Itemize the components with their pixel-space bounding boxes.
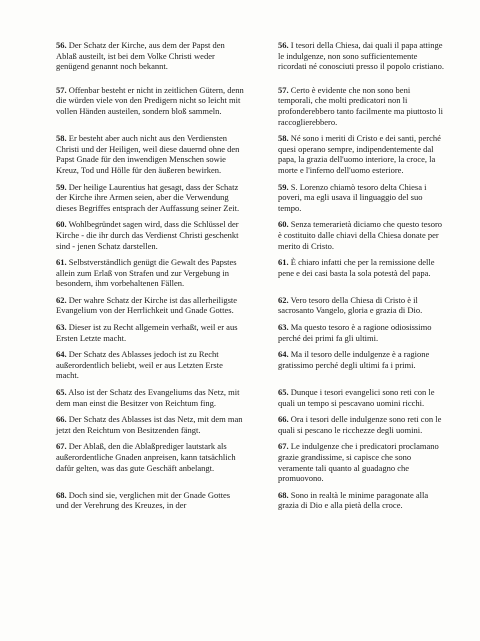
thesis-number: 68. (278, 489, 289, 500)
thesis-number: 66. (56, 414, 67, 425)
thesis-number: 58. (278, 133, 289, 144)
thesis-row-62 (56, 295, 446, 316)
thesis-text-it: Senza temerarietà diciamo che questo tesoro è costituito dalle chiavi della Chiesa donate per merito di Cristo. (278, 219, 443, 251)
thesis-row-59 (56, 182, 446, 214)
thesis-text-it: Ora i tesori delle indulgenze sono reti con le quali si pescano le ricchezze degli uomini. (278, 414, 442, 435)
german-text (56, 414, 244, 435)
german-text (56, 40, 244, 72)
italian-text (278, 182, 446, 214)
thesis-number: 56. (278, 40, 289, 50)
thesis-text-it: Ma questo tesoro è a ragione odiosissimo perché dei primi fa gli ultimi. (278, 322, 432, 343)
thesis-text-it: Certo è evidente che non sono beni temporali, che molti predicatori non li profonderebbero tanto facilmente ma piuttosto li raccoglierebbero. (278, 84, 443, 127)
thesis-number: 60. (278, 219, 289, 230)
thesis-text-de: Doch sind sie, verglichen mit der Gnade Gottes und der Verehrung des Kreuzes, in der (56, 489, 231, 511)
thesis-text-it: Ma il tesoro delle indulgenze è a ragione gratissimo perché degli ultimi fa i primi. (278, 349, 430, 370)
thesis-number: 65. (56, 387, 67, 398)
thesis-row-57 (56, 85, 446, 127)
thesis-text-it: Sono in realtà le minime paragonate alla grazia di Dio e alla pietà della croce. (278, 489, 429, 511)
thesis-number: 67. (56, 441, 67, 452)
thesis-text-de: Der Schatz des Ablasses ist das Netz, mit dem man jetzt den Reichtum von Besitzenden fängt. (56, 414, 243, 435)
italian-text (278, 295, 446, 316)
thesis-row-58 (56, 133, 446, 175)
thesis-number: 57. (56, 84, 67, 95)
german-text (56, 182, 244, 214)
thesis-number: 62. (278, 294, 289, 305)
thesis-text-de: Der wahre Schatz der Kirche ist das allerheiligste Evangelium von der Herrlichkeit und Gnade Gottes. (56, 294, 238, 316)
german-text (56, 295, 244, 316)
thesis-text-it: Dunque i tesori evangelici sono reti con le quali un tempo si pescavano uomini ricchi. (278, 387, 435, 408)
thesis-row-56 (56, 40, 446, 72)
italian-text (278, 349, 446, 381)
german-text (56, 490, 244, 511)
thesis-text-it: Vero tesoro della Chiesa di Cristo è il sacrosanto Vangelo, gloria e grazia di Dio. (278, 294, 423, 316)
thesis-row-66 (56, 414, 446, 435)
thesis-row-65 (56, 387, 446, 408)
italian-text (278, 85, 446, 127)
thesis-number: 58. (56, 133, 67, 144)
thesis-text-de: Also ist der Schatz des Evangeliums das Netz, mit dem man einst die Besitzer von Reichtum fing. (56, 387, 240, 408)
german-text (56, 133, 244, 175)
italian-text (278, 133, 446, 175)
thesis-row-68 (56, 490, 446, 511)
italian-text (278, 387, 446, 408)
thesis-text-de: Der heilige Laurentius hat gesagt, dass der Schatz der Kirche ihre Armen seien, aber die Verwendung dieses Begriffes entsprach der Auffassung seiner Zeit. (56, 181, 240, 213)
thesis-number: 63. (278, 322, 289, 333)
german-text (56, 387, 244, 408)
thesis-number: 61. (56, 257, 67, 268)
thesis-text-de: Der Ablaß, den die Ablaßprediger lautstark als außerordentliche Gnaden anpreisen, kann tatsächlich dafür gelten, was das gute Geschäft anbelangt. (56, 441, 236, 473)
german-text (56, 322, 244, 343)
thesis-text-de: Dieser ist zu Recht allgemein verhaßt, weil er aus Ersten Letzte macht. (56, 322, 238, 343)
thesis-text-de: Er besteht aber auch nicht aus den Verdiensten Christi und der Heiligen, weil diese dauernd ohne den Papst Gnade für den inwendigen Menschen sowie Kreuz, Tod und Hölle für den äußeren bewirken. (56, 133, 240, 175)
thesis-text-it: I tesori della Chiesa, dai quali il papa attinge le indulgenze, non sono sufficientemente ricordati né conosciuti presso il popolo cristiano. (278, 40, 444, 72)
thesis-number: 67. (278, 441, 289, 452)
thesis-row-63 (56, 322, 446, 343)
italian-text (278, 414, 446, 435)
thesis-number: 68. (56, 489, 67, 500)
thesis-text-de: Der Schatz des Ablasses jedoch ist zu Recht außerordentlich beliebt, weil er aus Letzten Erste macht. (56, 349, 223, 381)
thesis-number: 61. (278, 257, 289, 268)
german-text (56, 441, 244, 483)
thesis-row-67 (56, 441, 446, 483)
thesis-number: 59. (56, 181, 67, 192)
thesis-number: 62. (56, 294, 67, 305)
italian-text (278, 441, 446, 483)
thesis-number: 64. (56, 349, 67, 360)
german-text (56, 85, 244, 127)
thesis-text-it: Né sono i meriti di Cristo e dei santi, perché quesi operano sempre, indipendentemente dal papa, la grazia dell'uomo interiore, la croce, la morte e l'inferno dell'uomo esteriore. (278, 133, 441, 175)
thesis-number: 57. (278, 84, 289, 95)
german-text (56, 257, 244, 289)
thesis-row-60 (56, 219, 446, 251)
thesis-row-64 (56, 349, 446, 381)
italian-text (278, 322, 446, 343)
italian-text (278, 40, 446, 72)
thesis-number: 59. (278, 181, 289, 192)
italian-text (278, 490, 446, 511)
thesis-text-de: Wohlbegründet sagen wird, dass die Schlüssel der Kirche - die ihr durch das Verdienst Christi geschenkt sind - jenen Schatz darstellen. (56, 219, 239, 251)
thesis-number: 64. (278, 349, 289, 360)
thesis-text-de: Der Schatz der Kirche, aus dem der Papst den Ablaß austeilt, ist bei dem Volke Christi weder genügend genannt noch bekannt. (56, 40, 225, 72)
thesis-number: 60. (56, 219, 67, 230)
thesis-number: 65. (278, 387, 289, 398)
german-text (56, 219, 244, 251)
thesis-text-de: Offenbar besteht er nicht in zeitlichen Gütern, denn die würden viele von den Predigern nicht so leicht mit vollen Händen austeilen, sondern bloß sammeln. (56, 84, 244, 116)
thesis-row-61 (56, 257, 446, 289)
thesis-text-de: Selbstverständlich genügt die Gewalt des Papstes allein zum Erlaß von Strafen und zur Vergebung in besondern, ihm vorbehaltenen Fällen. (56, 257, 237, 289)
italian-text (278, 219, 446, 251)
thesis-number: 66. (278, 414, 289, 425)
italian-text (278, 257, 446, 289)
thesis-text-it: Le indulgenze che i predicatori proclamano grazie grandissime, si capisce che sono veramente tali quanto al guadagno che promuovono. (278, 441, 439, 484)
german-text (56, 349, 244, 381)
thesis-number: 63. (56, 322, 67, 333)
thesis-number: 56. (56, 40, 67, 50)
thesis-text-it: S. Lorenzo chiamò tesoro delta Chiesa i poveri, ma egli usava il linguaggio del suo tempo. (278, 181, 427, 213)
thesis-text-it: È chiaro infatti che per la remissione delle pene e dei casi basta la sola potestà del papa. (278, 257, 435, 278)
